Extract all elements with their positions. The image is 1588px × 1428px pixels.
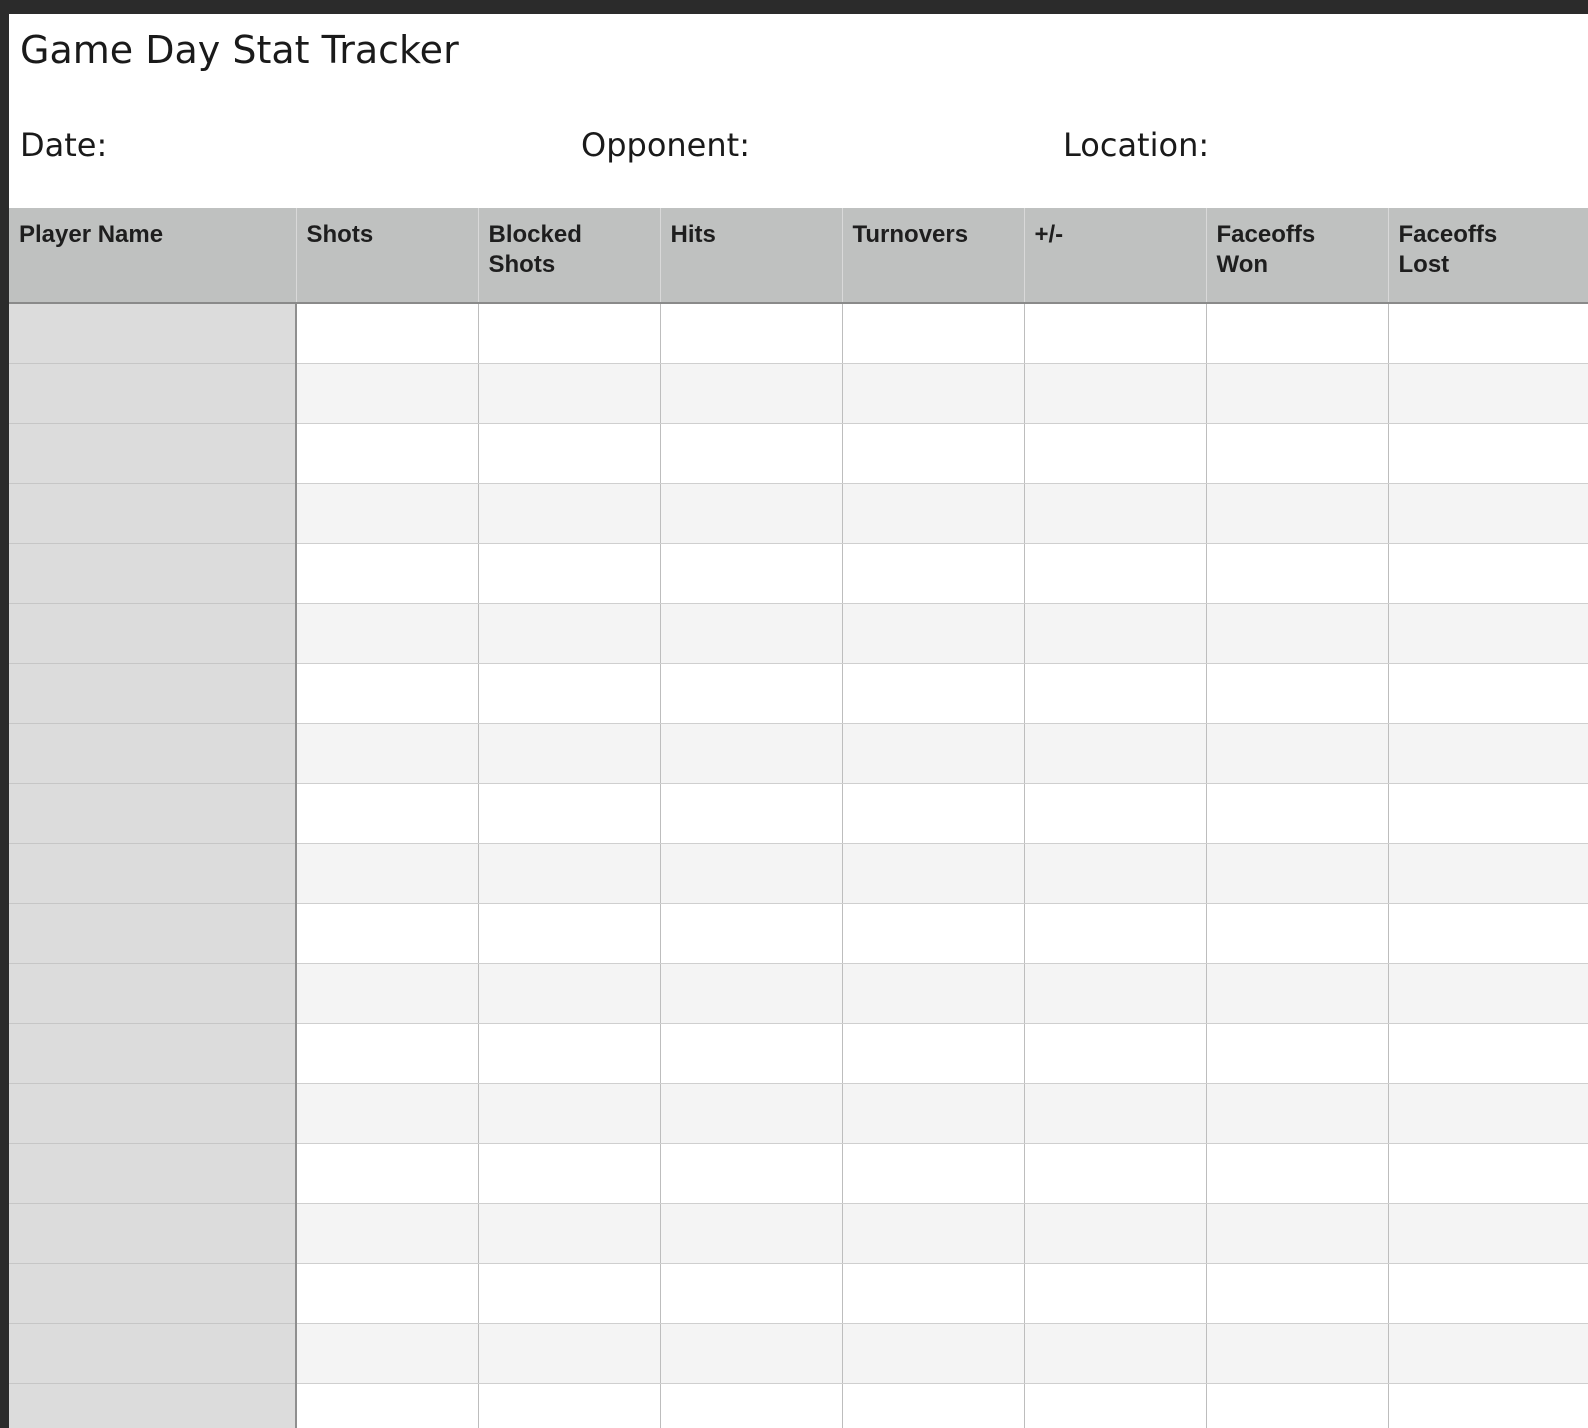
column-header-turnovers: Turnovers — [842, 208, 1024, 303]
cell-faceoffs-lost[interactable] — [1388, 303, 1588, 363]
cell-faceoffs-lost[interactable] — [1388, 483, 1588, 543]
cell-shots[interactable] — [296, 783, 478, 843]
cell-faceoffs-won[interactable] — [1206, 723, 1388, 783]
cell-shots[interactable] — [296, 1263, 478, 1323]
cell-hits[interactable] — [660, 903, 842, 963]
table-row — [9, 663, 1588, 723]
cell-faceoffs-won[interactable] — [1206, 603, 1388, 663]
table-body — [9, 303, 1588, 1428]
cell-faceoffs-lost[interactable] — [1388, 543, 1588, 603]
cell-blocked-shots[interactable] — [478, 963, 660, 1023]
cell-shots[interactable] — [296, 1203, 478, 1263]
cell-faceoffs-won[interactable] — [1206, 1383, 1388, 1428]
cell-plus-minus[interactable] — [1024, 1023, 1206, 1083]
cell-shots[interactable] — [296, 843, 478, 903]
cell-hits[interactable] — [660, 363, 842, 423]
cell-plus-minus[interactable] — [1024, 963, 1206, 1023]
cell-hits[interactable] — [660, 1083, 842, 1143]
cell-faceoffs-lost[interactable] — [1388, 603, 1588, 663]
table-row — [9, 483, 1588, 543]
cell-player-name[interactable] — [9, 843, 296, 903]
cell-faceoffs-lost[interactable] — [1388, 1203, 1588, 1263]
cell-faceoffs-won[interactable] — [1206, 903, 1388, 963]
cell-plus-minus[interactable] — [1024, 723, 1206, 783]
cell-player-name[interactable] — [9, 783, 296, 843]
cell-hits[interactable] — [660, 723, 842, 783]
cell-shots[interactable] — [296, 363, 478, 423]
cell-faceoffs-lost[interactable] — [1388, 843, 1588, 903]
cell-shots[interactable] — [296, 963, 478, 1023]
table-row — [9, 1323, 1588, 1383]
table-row — [9, 1263, 1588, 1323]
cell-turnovers[interactable] — [842, 363, 1024, 423]
cell-hits[interactable] — [660, 303, 842, 363]
cell-turnovers[interactable] — [842, 663, 1024, 723]
cell-faceoffs-lost[interactable] — [1388, 903, 1588, 963]
column-header-faceoffs-won: Faceoffs Won — [1206, 208, 1388, 303]
cell-turnovers[interactable] — [842, 1083, 1024, 1143]
cell-plus-minus[interactable] — [1024, 603, 1206, 663]
cell-turnovers[interactable] — [842, 603, 1024, 663]
cell-player-name[interactable] — [9, 1143, 296, 1203]
cell-turnovers[interactable] — [842, 1323, 1024, 1383]
cell-plus-minus[interactable] — [1024, 783, 1206, 843]
date-label: Date: — [20, 126, 108, 164]
cell-player-name[interactable] — [9, 1083, 296, 1143]
cell-player-name[interactable] — [9, 543, 296, 603]
cell-player-name[interactable] — [9, 1263, 296, 1323]
cell-hits[interactable] — [660, 603, 842, 663]
cell-hits[interactable] — [660, 783, 842, 843]
cell-blocked-shots[interactable] — [478, 363, 660, 423]
cell-hits[interactable] — [660, 423, 842, 483]
cell-turnovers[interactable] — [842, 723, 1024, 783]
cell-blocked-shots[interactable] — [478, 543, 660, 603]
page-title: Game Day Stat Tracker — [20, 28, 459, 72]
cell-blocked-shots[interactable] — [478, 1383, 660, 1428]
table-row — [9, 963, 1588, 1023]
table-row — [9, 723, 1588, 783]
cell-faceoffs-won[interactable] — [1206, 1323, 1388, 1383]
table-row — [9, 363, 1588, 423]
cell-faceoffs-won[interactable] — [1206, 303, 1388, 363]
table-row — [9, 1383, 1588, 1428]
cell-player-name[interactable] — [9, 663, 296, 723]
cell-faceoffs-lost[interactable] — [1388, 363, 1588, 423]
cell-plus-minus[interactable] — [1024, 543, 1206, 603]
cell-player-name[interactable] — [9, 303, 296, 363]
table-row — [9, 783, 1588, 843]
table-row — [9, 903, 1588, 963]
opponent-label: Opponent: — [581, 126, 750, 164]
cell-shots[interactable] — [296, 423, 478, 483]
cell-hits[interactable] — [660, 1143, 842, 1203]
cell-shots[interactable] — [296, 663, 478, 723]
cell-faceoffs-won[interactable] — [1206, 1203, 1388, 1263]
cell-player-name[interactable] — [9, 483, 296, 543]
cell-faceoffs-won[interactable] — [1206, 483, 1388, 543]
cell-hits[interactable] — [660, 1023, 842, 1083]
cell-plus-minus[interactable] — [1024, 843, 1206, 903]
cell-plus-minus[interactable] — [1024, 1383, 1206, 1428]
cell-shots[interactable] — [296, 1083, 478, 1143]
cell-hits[interactable] — [660, 1383, 842, 1428]
column-header-plus-minus: +/- — [1024, 208, 1206, 303]
cell-blocked-shots[interactable] — [478, 663, 660, 723]
cell-faceoffs-won[interactable] — [1206, 423, 1388, 483]
cell-faceoffs-won[interactable] — [1206, 1263, 1388, 1323]
cell-hits[interactable] — [660, 1203, 842, 1263]
table-row — [9, 603, 1588, 663]
cell-turnovers[interactable] — [842, 963, 1024, 1023]
table-row — [9, 303, 1588, 363]
cell-shots[interactable] — [296, 603, 478, 663]
cell-hits[interactable] — [660, 1323, 842, 1383]
cell-faceoffs-lost[interactable] — [1388, 1143, 1588, 1203]
cell-faceoffs-lost[interactable] — [1388, 963, 1588, 1023]
cell-faceoffs-won[interactable] — [1206, 363, 1388, 423]
cell-faceoffs-lost[interactable] — [1388, 723, 1588, 783]
cell-faceoffs-lost[interactable] — [1388, 1323, 1588, 1383]
cell-shots[interactable] — [296, 543, 478, 603]
cell-faceoffs-lost[interactable] — [1388, 1083, 1588, 1143]
cell-hits[interactable] — [660, 543, 842, 603]
cell-shots[interactable] — [296, 303, 478, 363]
cell-faceoffs-won[interactable] — [1206, 843, 1388, 903]
cell-faceoffs-won[interactable] — [1206, 783, 1388, 843]
cell-turnovers[interactable] — [842, 303, 1024, 363]
column-header-faceoffs-lost: Faceoffs Lost — [1388, 208, 1588, 303]
cell-shots[interactable] — [296, 723, 478, 783]
cell-hits[interactable] — [660, 963, 842, 1023]
cell-turnovers[interactable] — [842, 1203, 1024, 1263]
cell-plus-minus[interactable] — [1024, 1143, 1206, 1203]
cell-blocked-shots[interactable] — [478, 1203, 660, 1263]
header-row — [9, 208, 1588, 303]
cell-player-name[interactable] — [9, 423, 296, 483]
cell-turnovers[interactable] — [842, 1023, 1024, 1083]
cell-shots[interactable] — [296, 1143, 478, 1203]
table-row — [9, 1203, 1588, 1263]
cell-shots[interactable] — [296, 903, 478, 963]
cell-player-name[interactable] — [9, 1203, 296, 1263]
cell-shots[interactable] — [296, 1323, 478, 1383]
cell-turnovers[interactable] — [842, 1263, 1024, 1323]
cell-player-name[interactable] — [9, 1323, 296, 1383]
cell-hits[interactable] — [660, 843, 842, 903]
cell-plus-minus[interactable] — [1024, 1323, 1206, 1383]
cell-plus-minus[interactable] — [1024, 1203, 1206, 1263]
cell-faceoffs-lost[interactable] — [1388, 663, 1588, 723]
cell-blocked-shots[interactable] — [478, 903, 660, 963]
cell-player-name[interactable] — [9, 903, 296, 963]
stats-table — [9, 208, 1588, 1428]
cell-plus-minus[interactable] — [1024, 303, 1206, 363]
cell-player-name[interactable] — [9, 723, 296, 783]
cell-blocked-shots[interactable] — [478, 1263, 660, 1323]
cell-player-name[interactable] — [9, 603, 296, 663]
cell-turnovers[interactable] — [842, 543, 1024, 603]
cell-faceoffs-won[interactable] — [1206, 543, 1388, 603]
cell-faceoffs-won[interactable] — [1206, 1083, 1388, 1143]
cell-plus-minus[interactable] — [1024, 363, 1206, 423]
cell-faceoffs-lost[interactable] — [1388, 1383, 1588, 1428]
cell-turnovers[interactable] — [842, 423, 1024, 483]
cell-player-name[interactable] — [9, 1023, 296, 1083]
cell-plus-minus[interactable] — [1024, 663, 1206, 723]
cell-turnovers[interactable] — [842, 783, 1024, 843]
table-row — [9, 1143, 1588, 1203]
cell-faceoffs-lost[interactable] — [1388, 423, 1588, 483]
cell-hits[interactable] — [660, 483, 842, 543]
cell-player-name[interactable] — [9, 963, 296, 1023]
cell-shots[interactable] — [296, 1383, 478, 1428]
cell-plus-minus[interactable] — [1024, 483, 1206, 543]
cell-faceoffs-won[interactable] — [1206, 1023, 1388, 1083]
cell-blocked-shots[interactable] — [478, 1143, 660, 1203]
cell-faceoffs-lost[interactable] — [1388, 1263, 1588, 1323]
cell-plus-minus[interactable] — [1024, 1083, 1206, 1143]
cell-shots[interactable] — [296, 483, 478, 543]
cell-plus-minus[interactable] — [1024, 903, 1206, 963]
table-row — [9, 843, 1588, 903]
cell-turnovers[interactable] — [842, 1143, 1024, 1203]
cell-blocked-shots[interactable] — [478, 843, 660, 903]
cell-turnovers[interactable] — [842, 1383, 1024, 1428]
table-row — [9, 423, 1588, 483]
cell-blocked-shots[interactable] — [478, 783, 660, 843]
cell-faceoffs-won[interactable] — [1206, 963, 1388, 1023]
column-header-hits: Hits — [660, 208, 842, 303]
cell-turnovers[interactable] — [842, 843, 1024, 903]
cell-turnovers[interactable] — [842, 483, 1024, 543]
cell-shots[interactable] — [296, 1023, 478, 1083]
cell-hits[interactable] — [660, 663, 842, 723]
location-label: Location: — [1063, 126, 1210, 164]
cell-hits[interactable] — [660, 1263, 842, 1323]
table-row — [9, 543, 1588, 603]
table-row — [9, 1023, 1588, 1083]
cell-faceoffs-won[interactable] — [1206, 1143, 1388, 1203]
cell-blocked-shots[interactable] — [478, 303, 660, 363]
cell-plus-minus[interactable] — [1024, 1263, 1206, 1323]
cell-player-name[interactable] — [9, 363, 296, 423]
stat-sheet — [9, 14, 1588, 1428]
cell-plus-minus[interactable] — [1024, 423, 1206, 483]
cell-faceoffs-won[interactable] — [1206, 663, 1388, 723]
table-row — [9, 1083, 1588, 1143]
cell-blocked-shots[interactable] — [478, 423, 660, 483]
cell-faceoffs-lost[interactable] — [1388, 1023, 1588, 1083]
cell-player-name[interactable] — [9, 1383, 296, 1428]
cell-blocked-shots[interactable] — [478, 1323, 660, 1383]
cell-faceoffs-lost[interactable] — [1388, 783, 1588, 843]
column-header-shots: Shots — [296, 208, 478, 303]
cell-blocked-shots[interactable] — [478, 483, 660, 543]
cell-turnovers[interactable] — [842, 903, 1024, 963]
cell-blocked-shots[interactable] — [478, 723, 660, 783]
cell-blocked-shots[interactable] — [478, 1023, 660, 1083]
column-header-blocked-shots: Blocked Shots — [478, 208, 660, 303]
column-header-player-name: Player Name — [9, 208, 296, 303]
cell-blocked-shots[interactable] — [478, 603, 660, 663]
cell-blocked-shots[interactable] — [478, 1083, 660, 1143]
